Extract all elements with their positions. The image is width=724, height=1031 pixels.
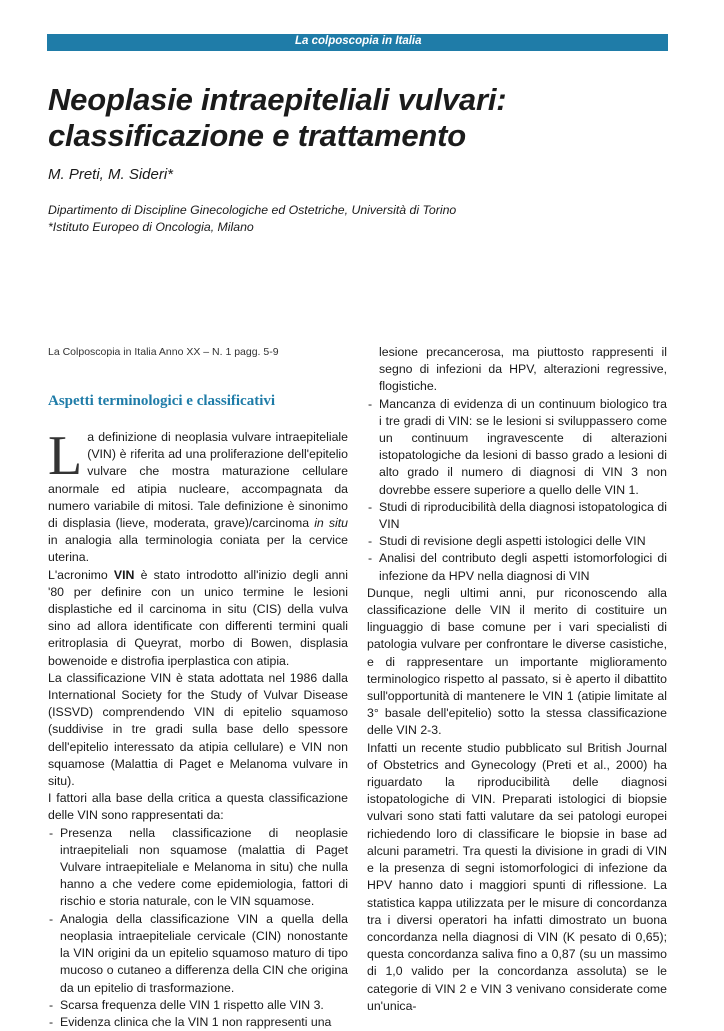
critique-list-continued [367,396,667,585]
critique-list [48,825,348,1031]
list-item: - Analogia della classificazione VIN a quella della neoplasia intraepiteliale cervicale (CIN) nonostante la VIN origini da un epitelio squamoso maturo di tipo mucoso o cutaneo a differenza della CIN che origina da un epitelio di trasformazione. [48,911,348,997]
list-item: - Scarsa frequenza delle VIN 1 rispetto alle VIN 3. [48,997,348,1014]
paragraph-intro: La definizione di neoplasia vulvare intraepiteliale (VIN) è riferita ad una proliferazione dell'epitelio vulvare che mostra maturazione cellulare anormale ed atipia nucleare, accompagnata da numero variabile di mitosi. Tale definizione è sinonimo di displasia (lieve, moderata, grave)/carcinoma in situ in analogia alla terminologia coniata per la cervice uterina. [48,425,349,565]
title-line-2: classificazione e trattamento [48,118,467,153]
paragraph-acronym: L'acronimo VIN è stato introdotto all'inizio degli anni '80 per definire con un unico termine le lesioni displastiche ed il carcinoma in situ (CIS) della vulva sino ad allora identificate con differenti termini quali eritroplasia di Queyrat, morbo di Bowen, displasia bowenoide e distrofia iperplastica con atipia. [48,567,348,668]
right-column [367,344,667,1015]
list-item: - Presenza nella classificazione di neoplasie intraepiteliali non squamose (malattia di Paget Vulvare intraepiteliale e Melanoma in situ) che nulla hanno a che vedere come epidemiologia, fattori di rischio e storia naturale, con le VIN squamose. [48,825,348,911]
paragraph-critique: I fattori alla base della critica a questa classificazione delle VIN sono rappresentati da: [48,791,348,823]
running-title: La colposcopia in Italia [295,35,422,47]
paragraph-study: Infatti un recente studio pubblicato sul British Journal of Obstetrics and Gynecology (Preti et al., 2000) ha riguardato la riproducibilità delle diagnosi istopatologiche di VIN. Preparati istologici di biopsie vulvari sono stati fatti valutare da sei patologi europei richiedendo loro di classificare le biopsie in base ad alcuni parametri. Tra questi la divisione in gradi di VIN e la presenza di segni istomorfologici di infezione da HPV hanno dato i maggiori spunti di riflessione. La statistica kappa utilizzata per le misure di concordanza tra i diversi operatori ha infatti dimostrato un buona concordanza nella diagnosi di VIN (K pesato di 0,65); questa concordanza saliva fino a 0,87 (su un massimo di 1,0 valido per la concordanza assoluta) se le categorie di VIN 2 e VIN 3 venivano considerate come un'unica- [367,740,667,1013]
list-item: - Mancanza di evidenza di un continuum biologico tra i tre gradi di VIN: se le lesioni si sviluppassero come un continuum ingravescente di alterazioni istopatologiche da lesioni di basso grado a lesioni di alto grado il numero di diagnosi di VIN 3 non dovrebbe essere superiore a quello delle VIN 1. [367,396,667,499]
drop-cap: L [48,425,83,487]
article-title [48,82,688,154]
left-column [48,425,349,1031]
list-continuation: lesione precancerosa, ma piuttosto rappresenti il segno di infezioni da HPV, alterazioni regressive, flogistiche. [379,345,667,394]
affiliation-1: Dipartimento di Discipline Ginecologiche ed Ostetriche, Università di Torino [48,203,457,217]
affiliation-2: *Istituto Europeo di Oncologia, Milano [48,220,254,234]
list-item: - Studi di riproducibilità della diagnosi istopatologica di VIN [367,499,667,533]
list-item: - Evidenza clinica che la VIN 1 non rappresenti una [48,1014,348,1031]
authors: M. Preti, M. Sideri* [48,166,174,183]
header-bar [47,34,668,51]
title-line-1: Neoplasie intraepiteliali vulvari: [48,82,507,117]
list-item: - Studi di revisione degli aspetti istologici delle VIN [367,533,667,550]
paragraph-classification: La classificazione VIN è stata adottata nel 1986 dalla International Society for the Study of Vulvar Disease (ISSVD) comprendendo VIN di epitelio squamoso (suddivise in tre gradi sulla base dello spessore dell'epitelio interessato da atipia cellulare) e VIN non squamose (Malattia di Paget e Melanoma vulvare in situ). [48,670,348,789]
section-title: Aspetti terminologici e classificativi [48,393,276,409]
paragraph-debate: Dunque, negli ultimi anni, pur riconoscendo alla classificazione delle VIN il merito di costituire un linguaggio di base comune per i vari specialisti di patologia vulvare per confrontare le diverse casistiche, e di rappresentare un importante miglioramento terminologico rispetto al passato, si è aperto il dibattito sull'opportunità di mantenere le VIN 1 (atipie limitate al 3° basale dell'epitelio) sotto la stessa classificazione delle VIN 2-3. [367,585,667,738]
list-item: - Analisi del contributo degli aspetti istomorfologici di infezione da HPV nella diagnosi di VIN [367,550,667,584]
citation: La Colposcopia in Italia Anno XX – N. 1 pagg. 5-9 [48,346,279,358]
